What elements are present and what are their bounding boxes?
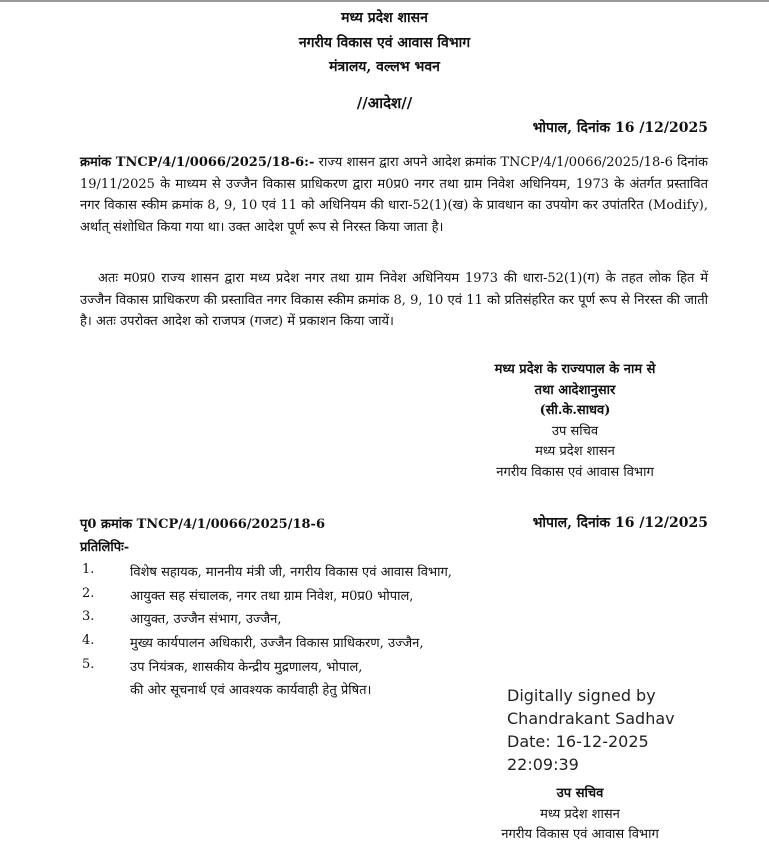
place-date: भोपाल, दिनांक 16 /12/2025 — [532, 120, 708, 136]
signature-block-1 — [440, 360, 710, 483]
signatory-office: मध्य प्रदेश शासन — [535, 444, 615, 459]
paragraph-2: अतः म0प्र0 राज्य शासन द्वारा मध्य प्रदेश नगर तथा ग्राम निवेश अधिनियम 1973 की धारा-52(1)(ग) के तहत लोक हित में उज्जैन विकास प्राधिकरण की प्रस्तावित नगर विकास स्कीम क्रमांक 8, 9, 10 एवं 11 को प्रतिसंहरित कर पूर्ण रूप से निरस्त की जाती है। अतः उपरोक्त आदेश को राजपत्र (गजट) में प्रकाशन किया जायें। — [80, 271, 708, 329]
digital-signature — [507, 684, 675, 776]
digital-signature-time: 22:09:39 — [507, 755, 579, 774]
digital-signature-date: Date: 16-12-2025 — [507, 732, 649, 751]
order-number: क्रमांक TNCP/4/1/0066/2025/18-6:- — [80, 155, 315, 170]
paragraph-1 — [80, 152, 708, 238]
list-number: 4. — [82, 633, 95, 648]
list-item: आयुक्त, उज्जैन संभाग, उज्जैन, — [130, 612, 282, 627]
header-line-2: नगरीय विकास एवं आवास विभाग — [298, 35, 471, 51]
header-line-3: मंत्रालय, वल्लभ भवन — [329, 59, 440, 75]
signature-line-2: तथा आदेशानुसार — [534, 382, 616, 398]
list-item: मुख्य कार्यपालन अधिकारी, उज्जैन विकास प्राधिकरण, उज्जैन, — [130, 636, 424, 651]
paragraph-1-text: राज्य शासन द्वारा अपने आदेश क्रमांक TNCP/4/1/0066/2025/18-6 दिनांक 19/11/2025 के माध्यम से उज्जैन विकास प्राधिकरण द्वारा म0प्र0 नगर तथा ग्राम निवेश अधिनियम, 1973 के अंतर्गत प्रस्तावित नगर विकास स्कीम क्रमांक 8, 9, 10 एवं 11 को अधिनियम की धारा-52(1)(ख) के प्रावधान का उपयोग कर उपांतरित (Modify), अर्थात् संशोधित किया गया था। उक्त आदेश पूर्ण रूप से निरस्त किया जाता है। — [80, 155, 708, 235]
header-line-1: मध्य प्रदेश शासन — [341, 10, 428, 26]
copy-heading: प्रतिलिपिः- — [80, 540, 130, 555]
list-number: 1. — [82, 562, 95, 577]
list-number: 5. — [82, 657, 95, 672]
digital-signature-line-1: Digitally signed by — [507, 686, 656, 705]
list-item: आयुक्त सह संचालक, नगर तथा ग्राम निवेश, म0प्र0 भोपाल, — [130, 589, 414, 604]
list-number: 3. — [82, 609, 95, 624]
signatory-office: मध्य प्रदेश शासन — [540, 806, 620, 822]
copy-order-ref: पृ0 क्रमांक TNCP/4/1/0066/2025/18-6 — [80, 517, 325, 532]
copy-place-date: भोपाल, दिनांक 16 /12/2025 — [532, 515, 708, 531]
list-closing-line: की ओर सूचनार्थ एवं आवश्यक कार्यवाही हेतु प्रेषित। — [130, 683, 372, 698]
list-number: 2. — [82, 586, 95, 601]
signatory-department: नगरीय विकास एवं आवास विभाग — [501, 827, 659, 842]
signatory-designation: उप सचिव — [556, 786, 604, 801]
list-item: विशेष सहायक, माननीय मंत्री जी, नगरीय विकास एवं आवास विभाग, — [130, 565, 452, 580]
list-item: उप नियंत्रक, शासकीय केन्द्रीय मुद्रणालय, भोपाल, — [130, 660, 363, 675]
signatory-department: नगरीय विकास एवं आवास विभाग — [496, 464, 654, 480]
order-title: //आदेश// — [356, 94, 413, 112]
signatory-name: (सी.के.साधव) — [539, 403, 611, 418]
signatory-designation: उप सचिव — [551, 423, 599, 439]
signature-block-2 — [445, 784, 715, 846]
signature-line-1: मध्य प्रदेश के राज्यपाल के नाम से — [494, 362, 656, 377]
digital-signature-signer: Chandrakant Sadhav — [507, 709, 675, 728]
